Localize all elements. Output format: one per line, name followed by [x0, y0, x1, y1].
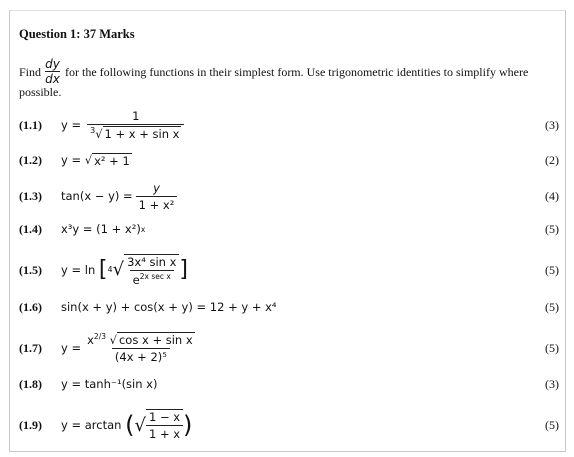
marks: (4) [545, 188, 559, 203]
expression: x³y = (1 + x²) x [61, 222, 146, 236]
problem-number: (1.3) [19, 188, 42, 203]
expression: y = tanh⁻¹(sin x) [61, 377, 158, 391]
problem-1-9 [19, 406, 559, 444]
problem-1-1 [19, 107, 559, 143]
marks: (5) [545, 299, 559, 314]
marks: (5) [545, 262, 559, 277]
marks: (3) [545, 117, 559, 132]
problem-1-3 [19, 180, 559, 212]
expression: y = ln [ 4 √ 3x⁴ sin x $e^{2x sec x}$ ] [61, 254, 188, 287]
problem-1-2 [19, 151, 559, 169]
expression: tan(x − y) = $\frac{y}{\text{1 + x²}}$ [61, 181, 180, 212]
marks: (5) [545, 417, 559, 432]
expression: y = √ x² + 1 [61, 153, 130, 168]
dy-dx-fraction: $\frac{dy}{dx}$ [45, 57, 60, 86]
problem-1-5 [19, 250, 559, 290]
problem-1-7 [19, 330, 559, 366]
find-word: Find [19, 64, 42, 79]
instructions [19, 58, 559, 99]
marks: (2) [545, 152, 559, 167]
marks: (5) [545, 340, 559, 355]
expression: y = $\frac{x^{2/3} √ \cos x + \sin x}{\text{(4x + 2)⁵}}$ [61, 332, 193, 364]
expression: y = $\frac{1}{^3√ 1 + x + \sin x}$ [61, 109, 187, 141]
problem-number: (1.8) [19, 376, 42, 391]
expression: y = arctan ( √ 1 − x 1 + x ) [61, 410, 193, 441]
problem-number: (1.1) [19, 117, 42, 132]
problem-number: (1.9) [19, 417, 42, 432]
problem-number: (1.4) [19, 221, 42, 236]
problem-number: (1.2) [19, 152, 42, 167]
problem-1-4 [19, 220, 559, 238]
expression: sin(x + y) + cos(x + y) = 12 + y + x⁴ [61, 300, 277, 314]
problem-1-6 [19, 298, 559, 316]
problem-1-8 [19, 375, 559, 393]
instructions-line-2: possible. [19, 85, 62, 99]
instructions-line-1: for the following functions in their simplest form. Use trigonometric identities to simplify where [65, 64, 529, 79]
problem-number: (1.5) [19, 262, 42, 277]
problem-number: (1.6) [19, 299, 42, 314]
marks: (5) [545, 221, 559, 236]
marks: (3) [545, 376, 559, 391]
problem-number: (1.7) [19, 340, 42, 355]
question-heading: Question 1: 37 Marks [19, 27, 135, 41]
